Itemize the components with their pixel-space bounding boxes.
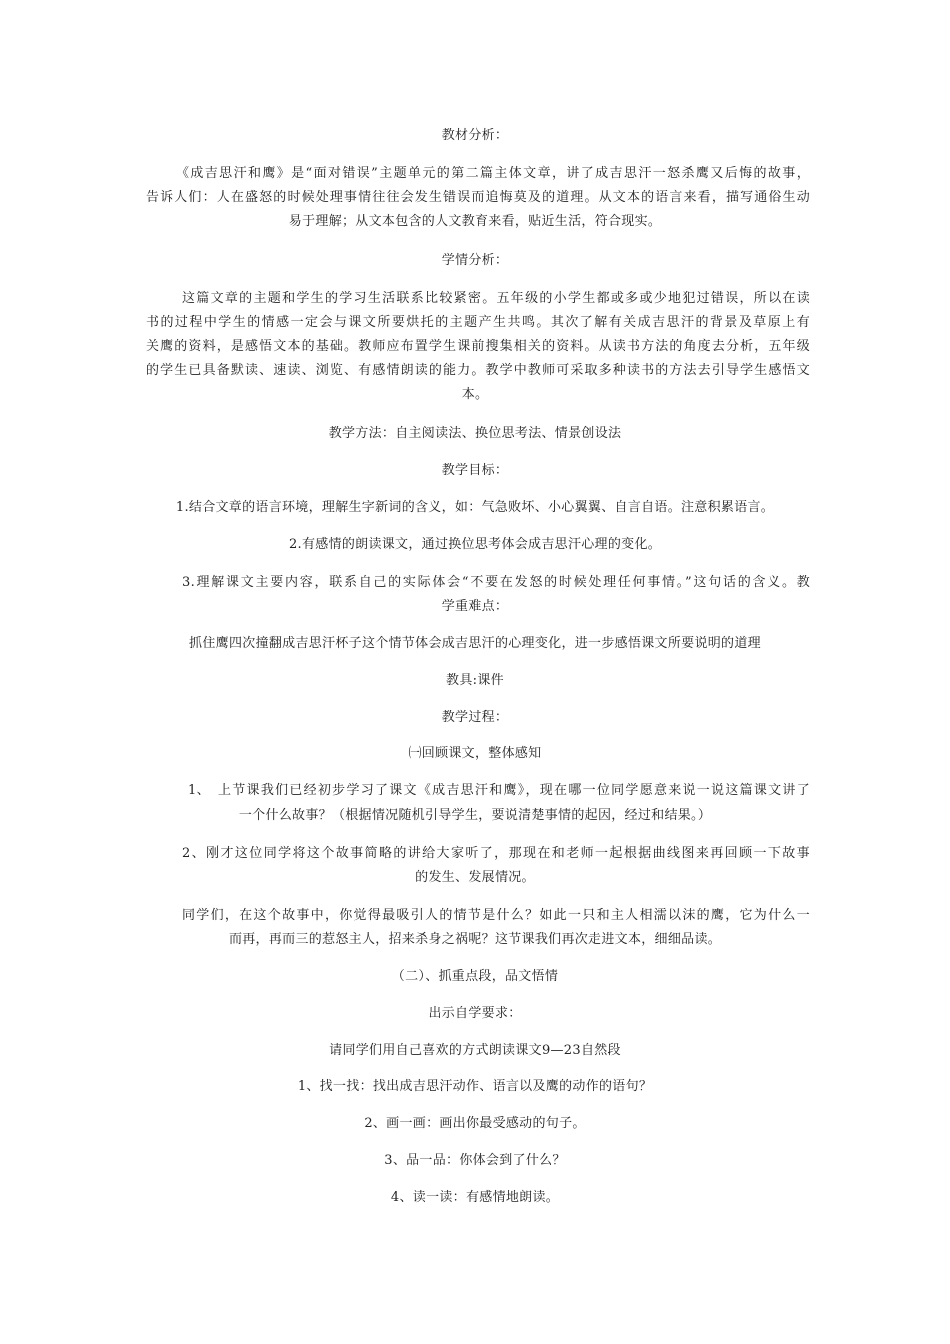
heading-teaching-process: 教学过程： (441, 710, 509, 725)
teaching-methods: 教学方法：自主阅读法、换位思考法、情景创设法 (328, 426, 622, 441)
para-student-line-5: 本。 (461, 387, 489, 402)
goal-1: 1.结合文章的语言环境，理解生字新词的含义，如：气急败坏、小心翼翼、自言自语。注意积累语言。 (175, 500, 775, 515)
step-1-line-2: 一个什么故事？（根据情况随机引导学生，要说清楚事情的起因，经过和结果。） (238, 808, 712, 823)
teaching-tools: 教具:课件 (446, 673, 504, 688)
heading-student-analysis: 学情分析： (441, 253, 509, 268)
para-student-line-3: 关鹰的资料，是感悟文本的基础。教师应布置学生课前搜集相关的资料。从读书方法的角度去分析，五年级 (146, 339, 810, 354)
heading-teaching-goals: 教学目标： (441, 463, 509, 478)
task-item: 2、画一画：画出你最受感动的句子。 (364, 1116, 586, 1131)
goal-2: 2.有感情的朗读课文，通过换位思考体会成吉思汗心理的变化。 (288, 537, 662, 552)
goal-3-line-1: 3.理解课文主要内容，联系自己的实际体会“不要在发怒的时候处理任何事情。”这句话的含义。教 (182, 575, 810, 590)
step-2-line-2: 的发生、发展情况。 (415, 870, 535, 885)
para-student-line-4: 的学生已具备默读、速读、浏览、有感情朗读的能力。教学中教师可采取多种读书的方法去引导学生感悟文 (146, 363, 810, 378)
para-textbook-line-1: 《成吉思汗和鹰》是“面对错误”主题单元的第二篇主体文章，讲了成吉思汗一怒杀鹰又后悔的故事， (176, 166, 810, 181)
transition-line-1: 同学们，在这个故事中，你觉得最吸引人的情节是什么？如此一只和主人相濡以沫的鹰，它为什么一 (182, 908, 810, 923)
goal-3-line-2: 学重难点： (441, 599, 509, 614)
section-2-heading: （二）、抓重点段，品文悟情 (391, 969, 559, 984)
self-study-intro: 请同学们用自己喜欢的方式朗读课文9—23自然段 (329, 1043, 621, 1058)
task-item: 3、品一品：你体会到了什么？ (384, 1153, 566, 1168)
step-1-line-1: 上节课我们已经初步学习了课文《成吉思汗和鹰》，现在哪一位同学愿意来说一说这篇课文讲了 (218, 783, 810, 798)
step-1-number: 1、 (188, 783, 210, 798)
para-student-line-2: 书的过程中学生的情感一定会与课文所要烘托的主题产生共鸣。其次了解有关成吉思汗的背景及草原上有 (146, 315, 810, 330)
task-item: 1、找一找：找出成吉思汗动作、语言以及鹰的动作的语句？ (297, 1079, 653, 1094)
task-item: 4、读一读：有感情地朗读。 (390, 1190, 560, 1205)
heading-textbook-analysis: 教材分析： (441, 128, 509, 143)
key-point: 抓住鹰四次撞翻成吉思汗杯子这个情节体会成吉思汗的心理变化，进一步感悟课文所要说明的道理 (189, 636, 761, 651)
transition-line-2: 而再，再而三的惹怒主人，招来杀身之祸呢？这节课我们再次走进文本，细细品读。 (228, 932, 722, 947)
section-1-heading: ㈠回顾课文，整体感知 (408, 746, 542, 761)
para-textbook-line-2: 告诉人们：人在盛怒的时候处理事情往往会发生错误而追悔莫及的道理。从文本的语言来看，描写通俗生动 (146, 190, 810, 205)
para-textbook-line-3: 易于理解；从文本包含的人文教育来看，贴近生活，符合现实。 (288, 214, 662, 229)
self-study-heading: 出示自学要求： (428, 1006, 522, 1021)
para-student-line-1: 这篇文章的主题和学生的学习生活联系比较紧密。五年级的小学生都或多或少地犯过错误，所以在读 (182, 291, 810, 306)
step-2-line-1: 2、刚才这位同学将这个故事简略的讲给大家听了，那现在和老师一起根据曲线图来再回顾一下故事 (182, 846, 810, 861)
